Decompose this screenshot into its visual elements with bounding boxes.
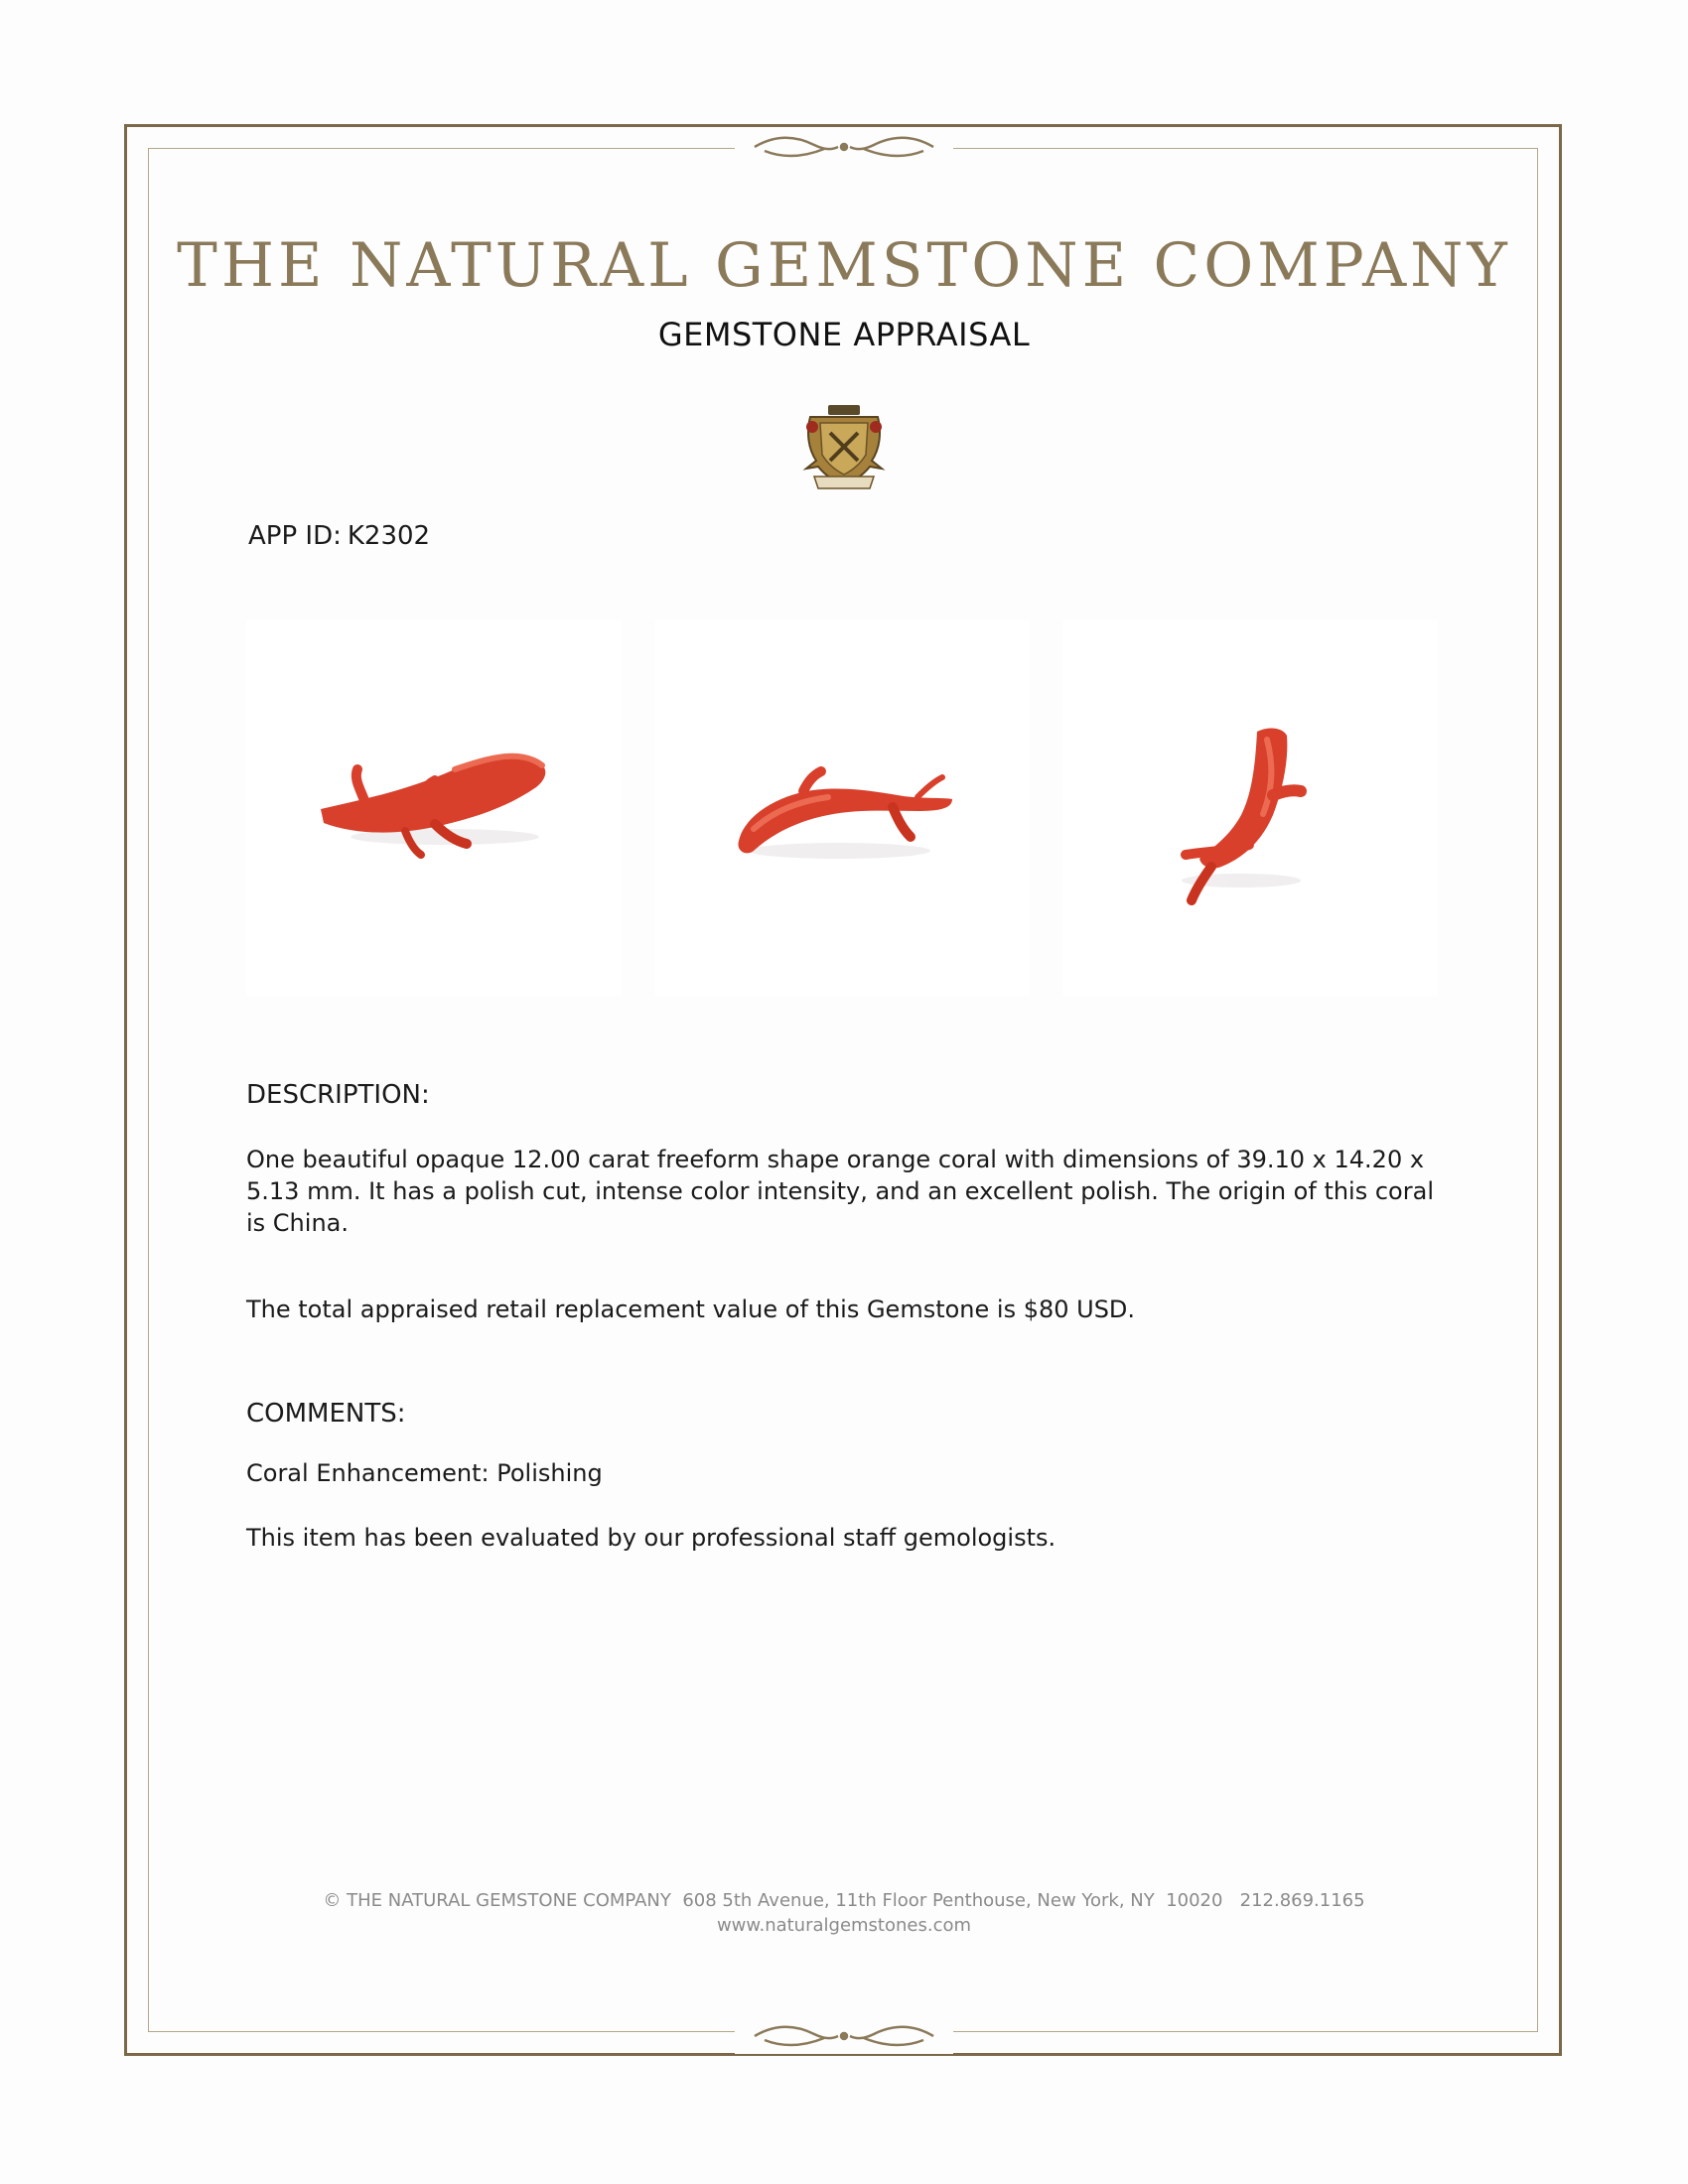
app-id-label: APP ID: <box>248 521 342 551</box>
coral-branch-view-3-icon <box>1062 620 1438 996</box>
description-text: One beautiful opaque 12.00 carat freeform shape orange coral with dimensions of 39.10 x 14.20 x 5.13 mm. It has a polish cut, intense color intensity, and an excellent polish. The origin of this coral is China. <box>246 1146 1434 1237</box>
crest-logo-icon <box>800 403 888 494</box>
enhancement-text: Coral Enhancement: Polishing <box>246 1459 603 1487</box>
footer-website[interactable]: www.naturalgemstones.com <box>716 1915 972 1936</box>
description-heading: DESCRIPTION: <box>246 1080 430 1110</box>
evaluation-text: This item has been evaluated by our professional staff gemologists. <box>246 1524 1056 1552</box>
bottom-ornament-icon <box>735 2018 953 2054</box>
top-ornament-icon <box>735 129 953 165</box>
coral-image-2 <box>654 620 1030 996</box>
document-title: GEMSTONE APPRAISAL <box>657 316 1031 353</box>
comments-heading: COMMENTS: <box>246 1399 406 1429</box>
coral-image-1 <box>246 620 622 996</box>
company-name: THE NATURAL GEMSTONE COMPANY <box>177 230 1511 301</box>
coral-image-3 <box>1062 620 1438 996</box>
app-id <box>248 521 436 551</box>
app-id-value: K2302 <box>347 521 431 551</box>
coral-branch-view-1-icon <box>246 620 622 996</box>
coral-branch-view-2-icon <box>654 620 1030 996</box>
footer-address: © THE NATURAL GEMSTONE COMPANY 608 5th Avenue, 11th Floor Penthouse, New York, NY 10020 212.869.1165 <box>323 1890 1365 1911</box>
appraised-value-text: The total appraised retail replacement value of this Gemstone is $80 USD. <box>246 1296 1136 1323</box>
